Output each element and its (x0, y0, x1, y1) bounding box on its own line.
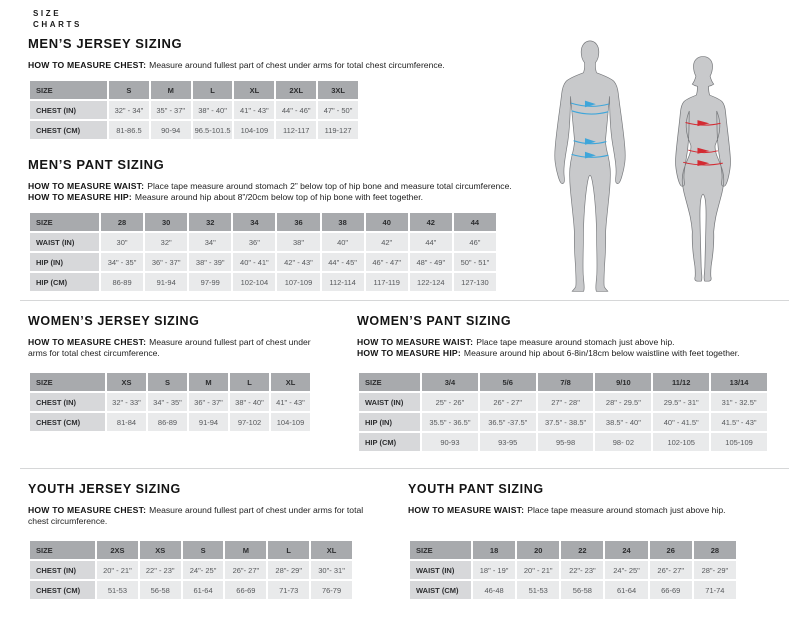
table-cell: 119-127 (318, 121, 358, 139)
table-cell: 76-79 (311, 581, 352, 599)
table-cell: 90-93 (422, 433, 478, 451)
table-header-row (359, 373, 767, 391)
table-cell: 71-73 (268, 581, 309, 599)
table-cell: 38" (277, 233, 319, 251)
column-header: 40 (366, 213, 408, 231)
section-title: YOUTH PANT SIZING (408, 482, 544, 496)
table-header-row (30, 81, 358, 99)
table-cell: 93-95 (480, 433, 536, 451)
row-label: HIP (CM) (359, 433, 420, 451)
table-cell: 31" - 32.5" (711, 393, 767, 411)
table-cell: 56-58 (140, 581, 181, 599)
row-label: CHEST (IN) (30, 393, 105, 411)
section-title: WOMEN’S PANT SIZING (357, 314, 512, 328)
table-cell: 107-109 (277, 273, 319, 291)
table-cell: 61-64 (183, 581, 224, 599)
youth-jersey-table (28, 539, 354, 601)
logo-line-1: SIZE (33, 9, 62, 18)
table-header-row (30, 373, 310, 391)
table-cell: 24"- 25" (605, 561, 647, 579)
table-cell: 102-105 (653, 433, 709, 451)
section-divider (20, 468, 789, 469)
table-row (30, 561, 352, 579)
column-header: 22 (561, 541, 603, 559)
table-cell: 32" (145, 233, 187, 251)
table-cell: 104-109 (271, 413, 310, 431)
column-header: 5/6 (480, 373, 536, 391)
table-cell: 18" - 19" (473, 561, 515, 579)
table-cell: 51-53 (97, 581, 138, 599)
column-header: XL (271, 373, 310, 391)
table-row (30, 121, 358, 139)
table-cell: 112-114 (322, 273, 364, 291)
table-cell: 44" - 45" (322, 253, 364, 271)
column-header: 38 (322, 213, 364, 231)
table-cell: 40" (322, 233, 364, 251)
column-header: 3XL (318, 81, 358, 99)
table-cell: 22"- 23" (561, 561, 603, 579)
male-silhouette-icon (548, 40, 632, 296)
table-cell: 36" - 37" (189, 393, 228, 411)
column-header: 32 (189, 213, 231, 231)
table-cell: 50" - 51" (454, 253, 496, 271)
mens-jersey-table (28, 79, 360, 141)
table-row (359, 413, 767, 431)
howto-text: Measure around hip about 8”/20cm below top of hip bone with feet together. (134, 192, 423, 202)
table-cell: 81-86.5 (109, 121, 149, 139)
column-header: 28 (694, 541, 736, 559)
column-header: 7/8 (538, 373, 594, 391)
column-header: 42 (410, 213, 452, 231)
table-cell: 66-69 (225, 581, 266, 599)
column-header: M (189, 373, 228, 391)
row-label: CHEST (CM) (30, 581, 95, 599)
table-cell: 44" - 46" (276, 101, 316, 119)
table-row (410, 561, 736, 579)
table-row (30, 233, 496, 251)
table-row (410, 581, 736, 599)
table-cell: 47" - 50" (318, 101, 358, 119)
table-cell: 46-48 (473, 581, 515, 599)
table-cell: 34" (189, 233, 231, 251)
table-cell: 26"- 27" (650, 561, 692, 579)
row-label: CHEST (CM) (30, 413, 105, 431)
section-title: MEN’S JERSEY SIZING (28, 36, 183, 51)
howto-label: HOW TO MEASURE HIP: (357, 348, 461, 358)
table-header-row (30, 541, 352, 559)
table-cell: 20" - 21" (517, 561, 559, 579)
section-mens-pant (28, 157, 533, 293)
table-cell: 34" - 35" (101, 253, 143, 271)
table-cell: 122-124 (410, 273, 452, 291)
table-cell: 38" - 40" (230, 393, 269, 411)
column-header-size: SIZE (30, 81, 107, 99)
howto-text: Measure around fullest part of chest under arms for total chest circumference. (149, 60, 445, 70)
table-cell: 29.5" - 31" (653, 393, 709, 411)
column-header: 13/14 (711, 373, 767, 391)
table-cell: 32" - 33" (107, 393, 146, 411)
row-label: WAIST (IN) (359, 393, 420, 411)
row-label: WAIST (IN) (30, 233, 99, 251)
column-header: 30 (145, 213, 187, 231)
table-cell: 36" (233, 233, 275, 251)
row-label: CHEST (IN) (30, 561, 95, 579)
table-cell: 26" - 27" (480, 393, 536, 411)
column-header-size: SIZE (410, 541, 471, 559)
table-cell: 22" - 23" (140, 561, 181, 579)
column-header: 3/4 (422, 373, 478, 391)
table-cell: 28"- 29" (694, 561, 736, 579)
table-cell: 24"- 25" (183, 561, 224, 579)
column-header: XL (234, 81, 274, 99)
row-label: HIP (IN) (359, 413, 420, 431)
column-header: S (109, 81, 149, 99)
row-label: CHEST (IN) (30, 101, 107, 119)
table-cell: 36.5" -37.5" (480, 413, 536, 431)
howto-label: HOW TO MEASURE CHEST: (28, 60, 147, 70)
table-cell: 102-104 (233, 273, 275, 291)
table-cell: 97-102 (230, 413, 269, 431)
table-cell: 81-84 (107, 413, 146, 431)
table-cell: 42" (366, 233, 408, 251)
howto-waist (357, 337, 777, 348)
column-header: 9/10 (595, 373, 651, 391)
howto-label: HOW TO MEASURE CHEST: (28, 505, 147, 515)
table-cell: 27" - 28" (538, 393, 594, 411)
howto-label: HOW TO MEASURE CHEST: (28, 337, 147, 347)
table-cell: 96.5-101.5 (193, 121, 233, 139)
table-cell: 40" - 41.5" (653, 413, 709, 431)
table-cell: 95-98 (538, 433, 594, 451)
womens-pant-table (357, 371, 769, 453)
table-cell: 34" - 35" (148, 393, 187, 411)
section-title: YOUTH JERSEY SIZING (28, 482, 181, 496)
table-cell: 46" (454, 233, 496, 251)
column-header: 44 (454, 213, 496, 231)
howto-text: Place tape measure around stomach just above hip. (527, 505, 726, 515)
table-cell: 71-74 (694, 581, 736, 599)
section-mens-jersey (28, 36, 533, 141)
column-header: XS (107, 373, 146, 391)
youth-pant-table (408, 539, 738, 601)
column-header: 2XL (276, 81, 316, 99)
column-header: M (151, 81, 191, 99)
table-cell: 91-94 (189, 413, 228, 431)
row-label: WAIST (CM) (410, 581, 471, 599)
table-cell: 44" (410, 233, 452, 251)
section-divider (20, 300, 789, 301)
column-header: 11/12 (653, 373, 709, 391)
table-cell: 86-89 (148, 413, 187, 431)
howto-chest (28, 505, 380, 527)
table-cell: 25" - 26" (422, 393, 478, 411)
howto-label: HOW TO MEASURE HIP: (28, 192, 132, 202)
table-cell: 35.5" - 36.5" (422, 413, 478, 431)
table-row (30, 253, 496, 271)
table-cell: 104-109 (234, 121, 274, 139)
table-cell: 35" - 37" (151, 101, 191, 119)
column-header: 20 (517, 541, 559, 559)
table-cell: 91-94 (145, 273, 187, 291)
column-header: 2XS (97, 541, 138, 559)
female-silhouette-icon (657, 55, 749, 285)
column-header: S (183, 541, 224, 559)
table-cell: 32" - 34" (109, 101, 149, 119)
mens-pant-table (28, 211, 498, 293)
table-cell: 98- 02 (595, 433, 651, 451)
section-womens-jersey (28, 314, 328, 433)
table-cell: 105-109 (711, 433, 767, 451)
section-womens-pant (357, 314, 777, 453)
table-cell: 127-130 (454, 273, 496, 291)
column-header: M (225, 541, 266, 559)
howto-label: HOW TO MEASURE WAIST: (357, 337, 474, 347)
column-header-size: SIZE (30, 541, 95, 559)
table-cell: 20" - 21" (97, 561, 138, 579)
section-title: MEN’S PANT SIZING (28, 157, 165, 172)
table-cell: 42" - 43" (277, 253, 319, 271)
column-header: L (193, 81, 233, 99)
column-header: 26 (650, 541, 692, 559)
column-header: 18 (473, 541, 515, 559)
howto-label: HOW TO MEASURE WAIST: (28, 181, 145, 191)
column-header: 34 (233, 213, 275, 231)
row-label: HIP (IN) (30, 253, 99, 271)
male-body-outline (555, 41, 625, 291)
row-label: CHEST (CM) (30, 121, 107, 139)
table-row (359, 433, 767, 451)
table-cell: 36" - 37" (145, 253, 187, 271)
howto-text: Measure around fullest part of chest under arms for total chest circumference. (28, 337, 311, 358)
logo-line-2: CHARTS (33, 20, 82, 30)
column-header: 24 (605, 541, 647, 559)
table-cell: 41" - 43" (271, 393, 310, 411)
table-row (30, 393, 310, 411)
column-header: S (148, 373, 187, 391)
womens-jersey-table (28, 371, 312, 433)
table-cell: 51-53 (517, 581, 559, 599)
female-body-outline (676, 57, 731, 282)
table-cell: 56-58 (561, 581, 603, 599)
howto-text: Place tape measure around stomach just above hip. (476, 337, 675, 347)
table-cell: 48" - 49" (410, 253, 452, 271)
table-cell: 26"- 27" (225, 561, 266, 579)
howto-text: Measure around fullest part of chest under arms for total chest circumference. (28, 505, 364, 526)
table-cell: 30"- 31" (311, 561, 352, 579)
table-row (30, 273, 496, 291)
table-cell: 112-117 (276, 121, 316, 139)
table-cell: 97-99 (189, 273, 231, 291)
howto-hip (357, 348, 777, 359)
howto-chest (28, 337, 328, 359)
column-header-size: SIZE (30, 213, 99, 231)
row-label: WAIST (IN) (410, 561, 471, 579)
table-cell: 38" - 39" (189, 253, 231, 271)
table-cell: 37.5" - 38.5" (538, 413, 594, 431)
column-header-size: SIZE (30, 373, 105, 391)
table-cell: 90-94 (151, 121, 191, 139)
howto-label: HOW TO MEASURE WAIST: (408, 505, 525, 515)
table-row (30, 413, 310, 431)
table-cell: 30" (101, 233, 143, 251)
howto-waist (28, 181, 533, 192)
table-cell: 28"- 29" (268, 561, 309, 579)
table-row (30, 581, 352, 599)
howto-text: Place tape measure around stomach 2” below top of hip bone and measure total circumference. (147, 181, 512, 191)
section-title: WOMEN’S JERSEY SIZING (28, 314, 200, 328)
logo-size-charts (33, 8, 82, 30)
table-cell: 61-64 (605, 581, 647, 599)
column-header-size: SIZE (359, 373, 420, 391)
table-cell: 86-89 (101, 273, 143, 291)
column-header: 36 (277, 213, 319, 231)
table-cell: 28" - 29.5" (595, 393, 651, 411)
table-row (30, 101, 358, 119)
section-youth-jersey (28, 482, 380, 601)
table-cell: 41" - 43" (234, 101, 274, 119)
table-cell: 38.5" - 40" (595, 413, 651, 431)
column-header: XL (311, 541, 352, 559)
table-header-row (410, 541, 736, 559)
column-header: 28 (101, 213, 143, 231)
table-cell: 117-119 (366, 273, 408, 291)
howto-hip (28, 192, 533, 203)
column-header: L (268, 541, 309, 559)
section-youth-pant (408, 482, 753, 601)
table-cell: 41.5" - 43" (711, 413, 767, 431)
table-row (359, 393, 767, 411)
column-header: L (230, 373, 269, 391)
row-label: HIP (CM) (30, 273, 99, 291)
howto-text: Measure around hip about 6-8in/18cm below waistline with feet together. (463, 348, 740, 358)
table-header-row (30, 213, 496, 231)
howto-waist (408, 505, 753, 516)
table-cell: 66-69 (650, 581, 692, 599)
table-cell: 38" - 40" (193, 101, 233, 119)
howto-chest (28, 60, 533, 71)
table-cell: 40" - 41" (233, 253, 275, 271)
table-cell: 46" - 47" (366, 253, 408, 271)
column-header: XS (140, 541, 181, 559)
